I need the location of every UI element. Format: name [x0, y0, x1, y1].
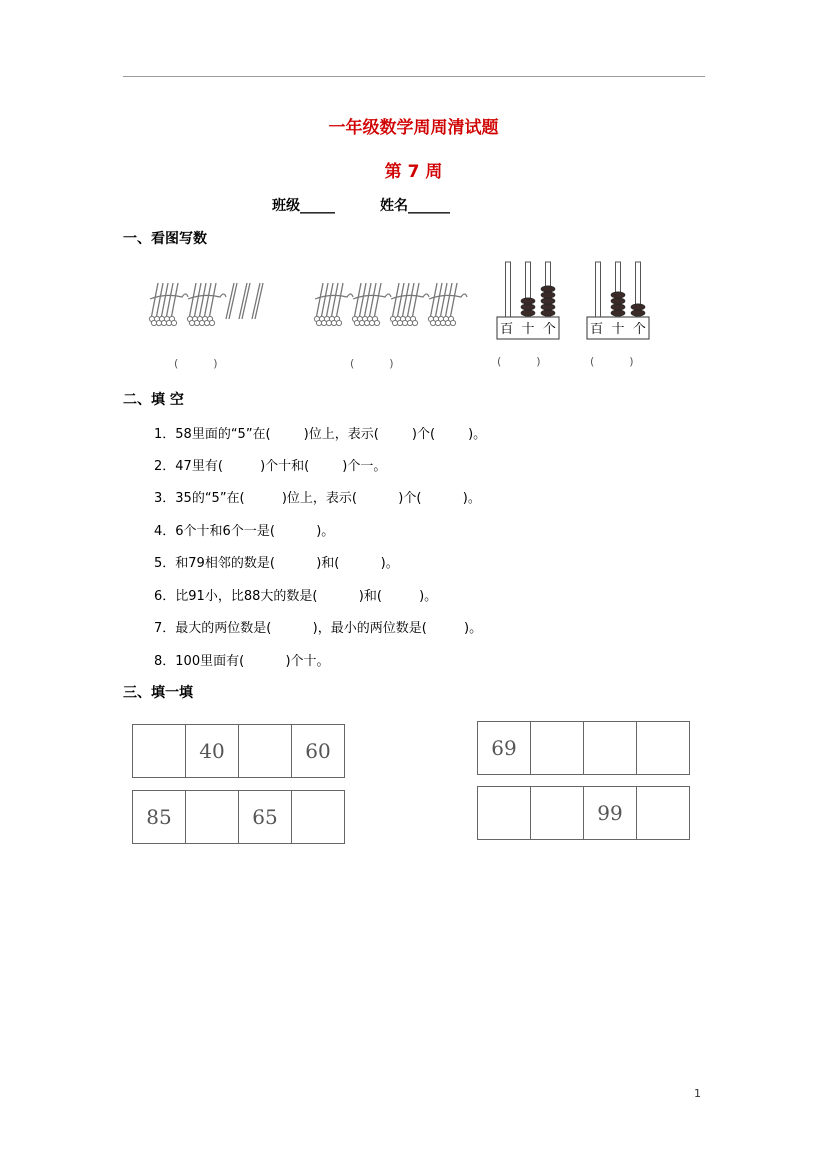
abacus-label-tens: 十 — [611, 322, 625, 337]
abacus-bead — [631, 310, 645, 316]
grid-cell: 65 — [239, 791, 292, 844]
number-grid-3 — [132, 790, 345, 844]
abacus-label-tens: 十 — [521, 322, 535, 337]
question-5: 5．和79相邻的数是( )和( )。 — [154, 556, 399, 571]
grid-cell[interactable] — [133, 725, 186, 778]
name-label: 姓名 — [380, 198, 408, 214]
grid-cell[interactable] — [531, 722, 584, 775]
stick-bundle — [149, 283, 188, 326]
section1-title: 一、看图写数 — [123, 231, 207, 247]
grid-cell: 60 — [292, 725, 345, 778]
abacus-bead — [521, 298, 535, 304]
number-grid-2 — [477, 721, 690, 775]
grid-cell: 85 — [133, 791, 186, 844]
header-rule — [123, 76, 705, 77]
abacus-labels-2 — [586, 318, 650, 337]
grid-cell: 40 — [186, 725, 239, 778]
abacus-bead — [611, 310, 625, 316]
answer-blank-4[interactable]: ( ) — [590, 355, 634, 368]
abacus-bead — [611, 292, 625, 298]
week-label: 第 7 周 — [384, 162, 443, 182]
question-7: 7．最大的两位数是( )，最小的两位数是( )。 — [154, 621, 483, 636]
abacus-label-hundreds: 百 — [500, 322, 514, 337]
grid-cell[interactable] — [292, 791, 345, 844]
section3-title: 三、填一填 — [123, 685, 193, 701]
abacus-rod — [596, 262, 601, 317]
abacus-bead — [541, 310, 555, 316]
abacus-label-hundreds: 百 — [590, 322, 604, 337]
page-title: 一年级数学周周清试题 — [328, 118, 499, 138]
question-3: 3．35的“5”在( )位上，表示( )个( )。 — [154, 491, 481, 506]
class-blank: _____ — [300, 198, 335, 214]
question-1: 1．58里面的“5”在( )位上，表示( )个( )。 — [154, 427, 487, 442]
stick-bundle — [352, 283, 391, 326]
single-stick — [239, 283, 250, 319]
class-label: 班级 — [272, 198, 300, 214]
abacus-bead — [631, 304, 645, 310]
grid-cell[interactable] — [478, 787, 531, 840]
grid-cell: 99 — [584, 787, 637, 840]
abacus-label-ones: 个 — [542, 322, 556, 337]
stick-bundle — [187, 283, 226, 326]
section2-title: 二、填 空 — [123, 392, 184, 408]
grid-cell[interactable] — [531, 787, 584, 840]
stick-bundles-picture-1 — [140, 275, 290, 335]
grid-cell[interactable] — [239, 725, 292, 778]
question-2: 2．47里有( )个十和( )个一。 — [154, 459, 387, 474]
name-field — [380, 195, 450, 215]
abacus-bead — [541, 298, 555, 304]
abacus-bead — [541, 292, 555, 298]
abacus-bead — [521, 310, 535, 316]
stick-bundles-picture-2 — [305, 275, 495, 335]
grid-cell[interactable] — [637, 722, 690, 775]
grid-cell[interactable] — [584, 722, 637, 775]
page-number: 1 — [694, 1087, 701, 1100]
abacus-bead — [541, 304, 555, 310]
abacus-bead — [541, 286, 555, 292]
answer-blank-1[interactable]: ( ) — [174, 357, 218, 370]
answer-blank-3[interactable]: ( ) — [497, 355, 541, 368]
abacus-bead — [611, 304, 625, 310]
grid-cell[interactable] — [637, 787, 690, 840]
abacus-bead — [611, 298, 625, 304]
question-4: 4．6个十和6个一是( )。 — [154, 524, 335, 539]
question-6: 6．比91小，比88大的数是( )和( )。 — [154, 589, 438, 604]
stick-bundle — [314, 283, 353, 326]
stick-bundle — [390, 283, 429, 326]
name-blank: ______ — [408, 198, 450, 214]
abacus-rod — [506, 262, 511, 317]
grid-cell: 69 — [478, 722, 531, 775]
abacus-label-ones: 个 — [632, 322, 646, 337]
question-8: 8．100里面有( )个十。 — [154, 654, 330, 669]
single-stick — [226, 283, 237, 319]
abacus-bead — [521, 304, 535, 310]
grid-cell[interactable] — [186, 791, 239, 844]
number-grid-4 — [477, 786, 690, 840]
number-grid-1 — [132, 724, 345, 778]
abacus-labels-1 — [496, 318, 560, 337]
single-stick — [252, 283, 263, 319]
answer-blank-2[interactable]: ( ) — [350, 357, 394, 370]
class-field — [272, 195, 335, 215]
stick-bundle — [428, 283, 467, 326]
